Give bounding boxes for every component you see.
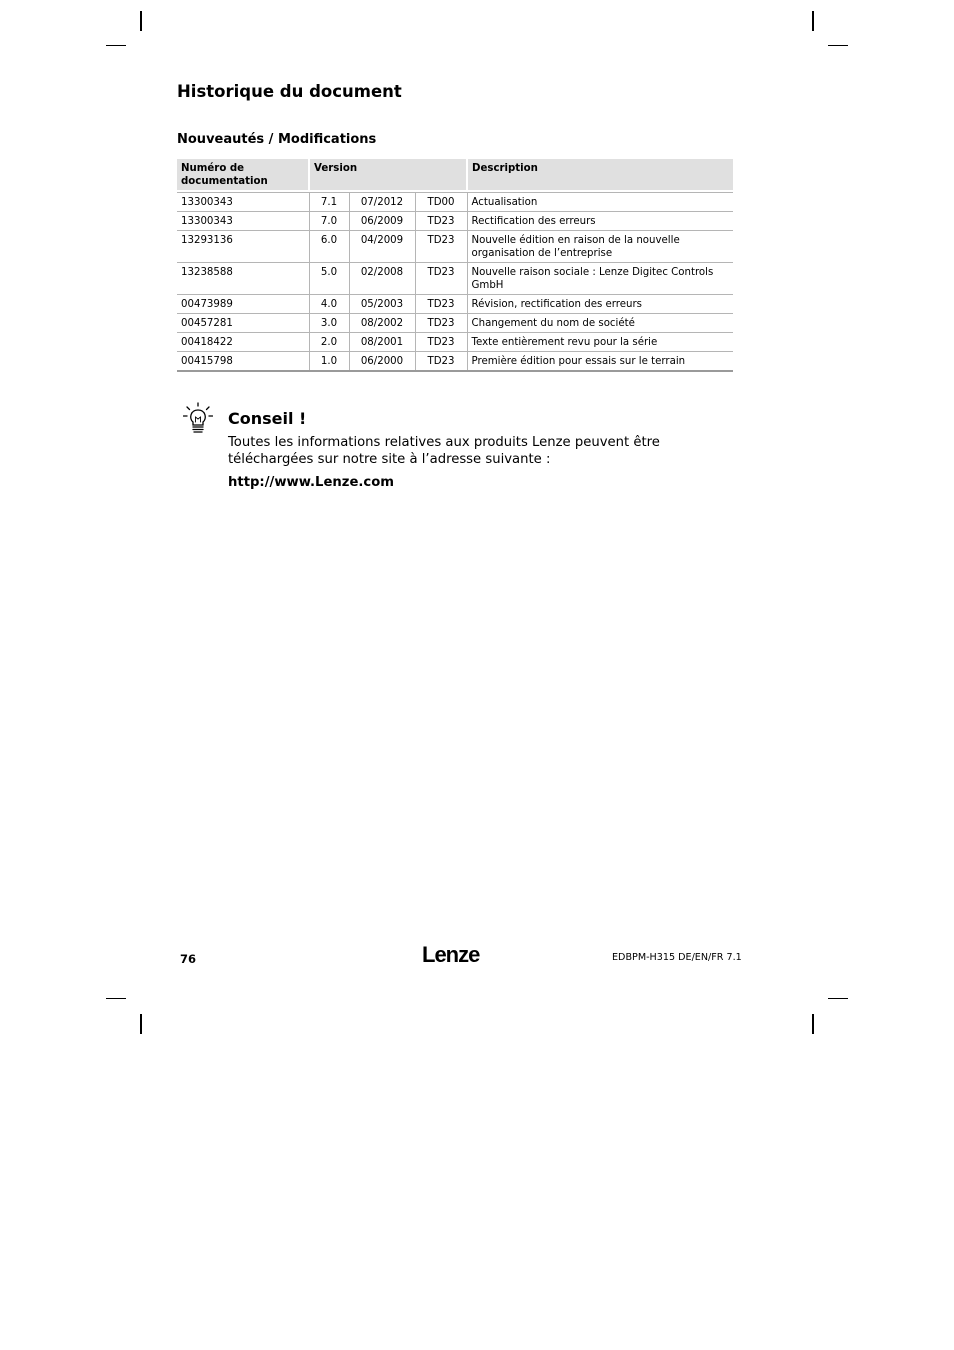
cell-description: Texte entièrement revu pour la série (467, 332, 733, 351)
page-title: Historique du document (177, 82, 402, 101)
cell-description: Nouvelle édition en raison de la nouvelle organisation de l’entreprise (467, 230, 733, 262)
header-number: Numéro de documentation (177, 159, 309, 190)
cell-number: 00473989 (177, 294, 309, 313)
cell-code: TD00 (415, 192, 467, 211)
cell-date: 04/2009 (349, 230, 415, 262)
document-history-table (177, 159, 733, 372)
crop-mark-bottom-left-vertical (140, 1014, 142, 1034)
header-description: Description (467, 159, 733, 190)
cell-date: 07/2012 (349, 192, 415, 211)
cell-code: TD23 (415, 294, 467, 313)
crop-mark-bottom-right-vertical (812, 1014, 814, 1034)
table-row (177, 351, 733, 371)
cell-version: 2.0 (309, 332, 349, 351)
crop-mark-top-right-vertical (812, 11, 814, 31)
tip-title: Conseil ! (228, 409, 307, 428)
cell-code: TD23 (415, 230, 467, 262)
table-row (177, 294, 733, 313)
cell-date: 05/2003 (349, 294, 415, 313)
cell-description: Première édition pour essais sur le terrain (467, 351, 733, 371)
crop-mark-bottom-left-horizontal (106, 998, 126, 999)
lenze-logo: Lenze (422, 942, 480, 967)
header-version: Version (309, 159, 467, 190)
cell-code: TD23 (415, 313, 467, 332)
cell-code: TD23 (415, 262, 467, 294)
table-row (177, 192, 733, 211)
section-title: Nouveautés / Modifications (177, 132, 377, 147)
cell-date: 02/2008 (349, 262, 415, 294)
cell-version: 7.0 (309, 211, 349, 230)
cell-number: 13300343 (177, 211, 309, 230)
table-row (177, 262, 733, 294)
cell-number: 00457281 (177, 313, 309, 332)
cell-number: 13293136 (177, 230, 309, 262)
cell-version: 4.0 (309, 294, 349, 313)
table-header-row (177, 159, 733, 190)
table-row (177, 230, 733, 262)
crop-mark-top-left-vertical (140, 11, 142, 31)
document-code: EDBPM-H315 DE/EN/FR 7.1 (612, 952, 742, 963)
cell-version: 1.0 (309, 351, 349, 371)
cell-date: 06/2009 (349, 211, 415, 230)
crop-mark-bottom-right-horizontal (828, 998, 848, 999)
cell-description: Révision, rectification des erreurs (467, 294, 733, 313)
cell-code: TD23 (415, 211, 467, 230)
cell-version: 3.0 (309, 313, 349, 332)
table-row (177, 313, 733, 332)
cell-number: 00418422 (177, 332, 309, 351)
cell-date: 08/2001 (349, 332, 415, 351)
cell-code: TD23 (415, 351, 467, 371)
cell-code: TD23 (415, 332, 467, 351)
tip-text: Toutes les informations relatives aux produits Lenze peuvent être téléchargées sur notre site à l’adresse suivante : (228, 435, 660, 467)
cell-description: Rectification des erreurs (467, 211, 733, 230)
page-number: 76 (180, 952, 197, 966)
cell-description: Nouvelle raison sociale : Lenze Digitec Controls GmbH (467, 262, 733, 294)
cell-date: 06/2000 (349, 351, 415, 371)
cell-number: 13300343 (177, 192, 309, 211)
cell-number: 00415798 (177, 351, 309, 371)
cell-version: 5.0 (309, 262, 349, 294)
crop-mark-top-left-horizontal (106, 45, 126, 46)
crop-mark-top-right-horizontal (828, 45, 848, 46)
lenze-website-link[interactable]: http://www.Lenze.com (228, 475, 395, 490)
cell-description: Changement du nom de société (467, 313, 733, 332)
table-row (177, 332, 733, 351)
cell-version: 7.1 (309, 192, 349, 211)
table-row (177, 211, 733, 230)
lightbulb-icon (183, 402, 213, 434)
cell-description: Actualisation (467, 192, 733, 211)
cell-version: 6.0 (309, 230, 349, 262)
cell-number: 13238588 (177, 262, 309, 294)
cell-date: 08/2002 (349, 313, 415, 332)
